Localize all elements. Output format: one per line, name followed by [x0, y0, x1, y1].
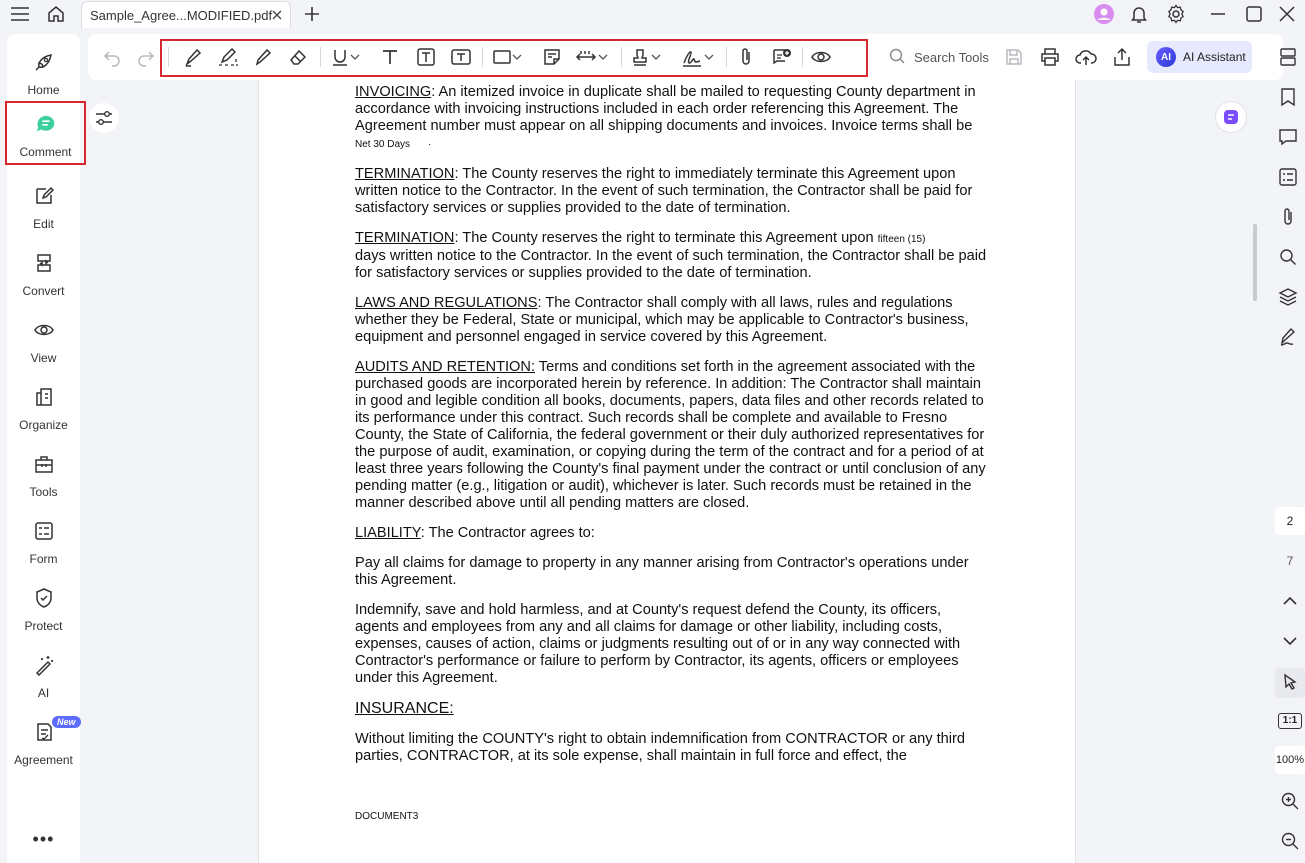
document-body [355, 84, 987, 778]
select-cursor-tool[interactable] [1275, 668, 1305, 698]
heading-liability: LIABILITY [355, 525, 421, 541]
layers-icon[interactable] [1277, 286, 1299, 308]
toolbar-divider [320, 47, 321, 67]
measure-tool-icon[interactable] [574, 45, 598, 69]
paragraph-invoicing [355, 84, 987, 153]
nav-item-organize[interactable] [7, 375, 80, 437]
new-badge: New [52, 716, 81, 728]
invoice-terms: Net 30 Days [355, 139, 411, 150]
document-tab[interactable] [81, 1, 291, 28]
eraser-icon[interactable] [286, 45, 310, 69]
heading-insurance: INSURANCE: [355, 700, 454, 717]
comment-icon [34, 111, 58, 135]
pdf-page[interactable] [258, 80, 1076, 863]
more-options-icon[interactable]: ••• [32, 829, 55, 849]
settings-gear-icon[interactable] [1165, 3, 1187, 25]
invoice-terms-dot: · [428, 139, 432, 150]
heading-termination-1: TERMINATION [355, 166, 455, 182]
paragraph-termination-2 [355, 230, 987, 282]
attachment-paperclip-icon[interactable] [734, 45, 758, 69]
toolbar-divider [482, 47, 483, 67]
close-window-icon[interactable] [1276, 3, 1298, 25]
maximize-window-icon[interactable] [1243, 3, 1265, 25]
nav-item-edit[interactable] [7, 174, 80, 236]
text-termination-1: : The County reserves the right to immediately terminate this Agreement upon written notice to the Contractor. In the event of such termination, the Contractor shall be paid for satisfactory services or supplies provided to the date of termination. [355, 166, 973, 216]
nav-item-form[interactable] [7, 509, 80, 571]
highlighter-icon[interactable] [180, 45, 204, 69]
left-navigation [7, 34, 80, 863]
comment-filter-settings-icon[interactable] [89, 103, 119, 133]
nav-label-tools: Tools [29, 485, 58, 499]
save-icon[interactable] [1002, 45, 1026, 69]
comment-toolbar [88, 34, 1283, 80]
search-tools-label: Search Tools [914, 49, 989, 65]
text-invoicing: : An itemized invoice in duplicate shall be mailed to requesting County department in accordance with invoicing instructions included in each order referencing this Agreement. The Agreement number must appear on all shipping documents and invoices. Invoice terms shall be [355, 84, 976, 134]
ai-assistant-label: AI Assistant [1183, 50, 1246, 64]
nav-item-agreement[interactable] [7, 710, 80, 772]
chevron-down-icon[interactable] [702, 45, 716, 69]
view-icon [32, 318, 56, 342]
signature-icon[interactable] [680, 45, 704, 69]
add-comment-icon[interactable] [770, 45, 794, 69]
undo-icon[interactable] [100, 45, 124, 69]
nav-label-home: Home [27, 83, 60, 97]
text-liability: : The Contractor agrees to: [420, 525, 595, 541]
organize-icon [32, 385, 56, 409]
nav-item-protect[interactable] [7, 576, 80, 638]
search-panel-icon[interactable] [1277, 246, 1299, 268]
zoom-level[interactable]: 100% [1275, 746, 1305, 774]
paragraph-liability [355, 525, 987, 542]
heading-audits: AUDITS AND RETENTION: [355, 359, 536, 375]
form-icon [32, 519, 56, 543]
eye-icon[interactable] [809, 45, 833, 69]
paragraph-pay-claims: Pay all claims for damage to property in any manner arising from Contractor's operations under this Agreement. [355, 555, 969, 588]
nav-item-convert[interactable] [7, 241, 80, 303]
heading-termination-2: TERMINATION [355, 230, 455, 246]
edit-icon [32, 184, 56, 208]
print-icon[interactable] [1038, 45, 1062, 69]
rocket-icon [32, 50, 56, 74]
text-callout-icon[interactable] [449, 45, 473, 69]
share-export-icon[interactable] [1110, 45, 1134, 69]
paragraph-laws [355, 295, 987, 346]
nav-item-comment[interactable] [5, 101, 86, 165]
toolbar-divider [802, 47, 803, 67]
text-laws: : The Contractor shall comply with all laws, rules and regulations whether they be Federal, State or municipal, which may be applicable to Contractor's business, equipment and personnel engaged in service covered by this Agreement. [355, 295, 969, 345]
shield-icon [32, 586, 56, 610]
paragraph-audits [355, 359, 987, 512]
right-sidebar [1270, 40, 1305, 863]
form-fields-panel-icon[interactable] [1277, 166, 1299, 188]
actual-size-button[interactable]: 1:1 [1278, 713, 1302, 729]
toolbar-divider [168, 47, 169, 67]
home-icon[interactable] [45, 3, 67, 25]
nav-label-edit: Edit [33, 217, 54, 231]
termination-days: fifteen (15) [877, 234, 926, 245]
hamburger-menu-icon[interactable] [9, 3, 31, 25]
next-page-icon[interactable] [1279, 630, 1301, 652]
notification-bell-icon[interactable] [1128, 3, 1150, 25]
document-assistant-icon[interactable] [1215, 101, 1247, 133]
document-tab-label: Sample_Agree...MODIFIED.pdf [90, 8, 273, 23]
chevron-down-icon[interactable] [596, 45, 610, 69]
signature-panel-icon[interactable] [1277, 326, 1299, 348]
chevron-down-icon[interactable] [348, 45, 362, 69]
toolbar-divider [726, 47, 727, 67]
tools-icon [32, 452, 56, 476]
text-tool-icon[interactable] [378, 45, 402, 69]
search-icon [888, 47, 906, 68]
current-page-number[interactable]: 2 [1275, 507, 1305, 535]
nav-label-ai: AI [37, 686, 50, 700]
total-pages: 7 [1286, 554, 1294, 568]
paragraph-indemnify: Indemnify, save and hold harmless, and at County's request defend the County, its officers, agents and employees from any and all claims for damage or other liability, including costs, expenses, causes of action, claims or judgments resulting out of or in any way connected with Contractor's performance or failure to perform by Contractor, its agents, officers or employees under this Agreement. [355, 602, 961, 686]
document-footer: DOCUMENT3 [355, 811, 419, 822]
title-bar [0, 0, 1305, 28]
cloud-upload-icon[interactable] [1074, 45, 1098, 69]
nav-item-tools[interactable] [7, 442, 80, 504]
nav-label-comment: Comment [19, 145, 72, 159]
comments-panel-icon[interactable] [1277, 126, 1299, 148]
thumbnails-panel-icon[interactable] [1277, 46, 1299, 68]
chevron-down-icon[interactable] [510, 45, 524, 69]
ai-assistant-button[interactable] [1147, 41, 1252, 73]
vertical-scrollbar[interactable] [1253, 224, 1257, 301]
ai-assistant-icon: AI [1156, 47, 1176, 67]
nav-label-organize: Organize [19, 418, 68, 432]
nav-label-convert: Convert [22, 284, 65, 298]
paragraph-insurance: Without limiting the COUNTY's right to obtain indemnification from CONTRACTOR or any third parties, CONTRACTOR, at its sole expense, shall maintain in full force and effect, the [355, 731, 965, 764]
paragraph-termination-1 [355, 166, 987, 217]
cursor-pointer-icon [1281, 673, 1299, 701]
pencil-icon[interactable] [251, 45, 275, 69]
toolbar-divider [621, 47, 622, 67]
magic-wand-icon [32, 653, 56, 677]
area-highlight-icon[interactable] [216, 45, 240, 69]
heading-laws: LAWS AND REGULATIONS [355, 295, 538, 311]
text-box-icon[interactable] [414, 45, 438, 69]
text-termination-2a: : The County reserves the right to terminate this Agreement upon [454, 230, 874, 246]
previous-page-icon[interactable] [1279, 590, 1301, 612]
search-tools-button[interactable] [888, 46, 989, 68]
minimize-window-icon[interactable] [1207, 3, 1229, 25]
nav-item-home[interactable] [7, 40, 80, 102]
convert-icon [32, 251, 56, 275]
redo-icon[interactable] [134, 45, 158, 69]
attachments-panel-icon[interactable] [1277, 206, 1299, 228]
nav-item-view[interactable] [7, 308, 80, 370]
nav-label-agreement: Agreement [14, 753, 73, 767]
nav-label-form: Form [29, 552, 58, 566]
nav-label-protect: Protect [24, 619, 63, 633]
new-tab-icon[interactable] [301, 3, 323, 25]
close-tab-icon[interactable] [268, 6, 286, 24]
nav-label-view: View [30, 351, 57, 365]
chevron-down-icon[interactable] [649, 45, 663, 69]
user-avatar-icon[interactable] [1093, 3, 1115, 25]
text-audits: Terms and conditions set forth in the agreement associated with the purchased goods are incorporated herein by reference. In addition: The Contractor shall maintain in good and legible condition all books, documents, papers, data files and other records related to its performance under this contract. Such records shall be complete and available to Fresno County, the State of California, the federal government or their duly authorized representatives for the purpose of audit, examination, or copying during the term of the contract and for a period of at least three years following the County's final payment under the contract or until conclusion of any pending matter (e.g., litigation or audit), whichever is later. Such records must be retained in the manner described above until all pending matters are closed. [355, 359, 986, 511]
heading-invoicing: INVOICING [355, 84, 432, 100]
sticky-note-icon[interactable] [540, 45, 564, 69]
zoom-in-icon[interactable] [1279, 790, 1301, 812]
text-termination-2b: days written notice to the Contractor. In the event of such termination, the Contractor shall be paid for satisfactory services or supplies provided to the date of termination. [355, 248, 987, 281]
bookmark-icon[interactable] [1277, 86, 1299, 108]
zoom-out-icon[interactable] [1279, 830, 1301, 852]
nav-item-ai[interactable] [7, 643, 80, 705]
